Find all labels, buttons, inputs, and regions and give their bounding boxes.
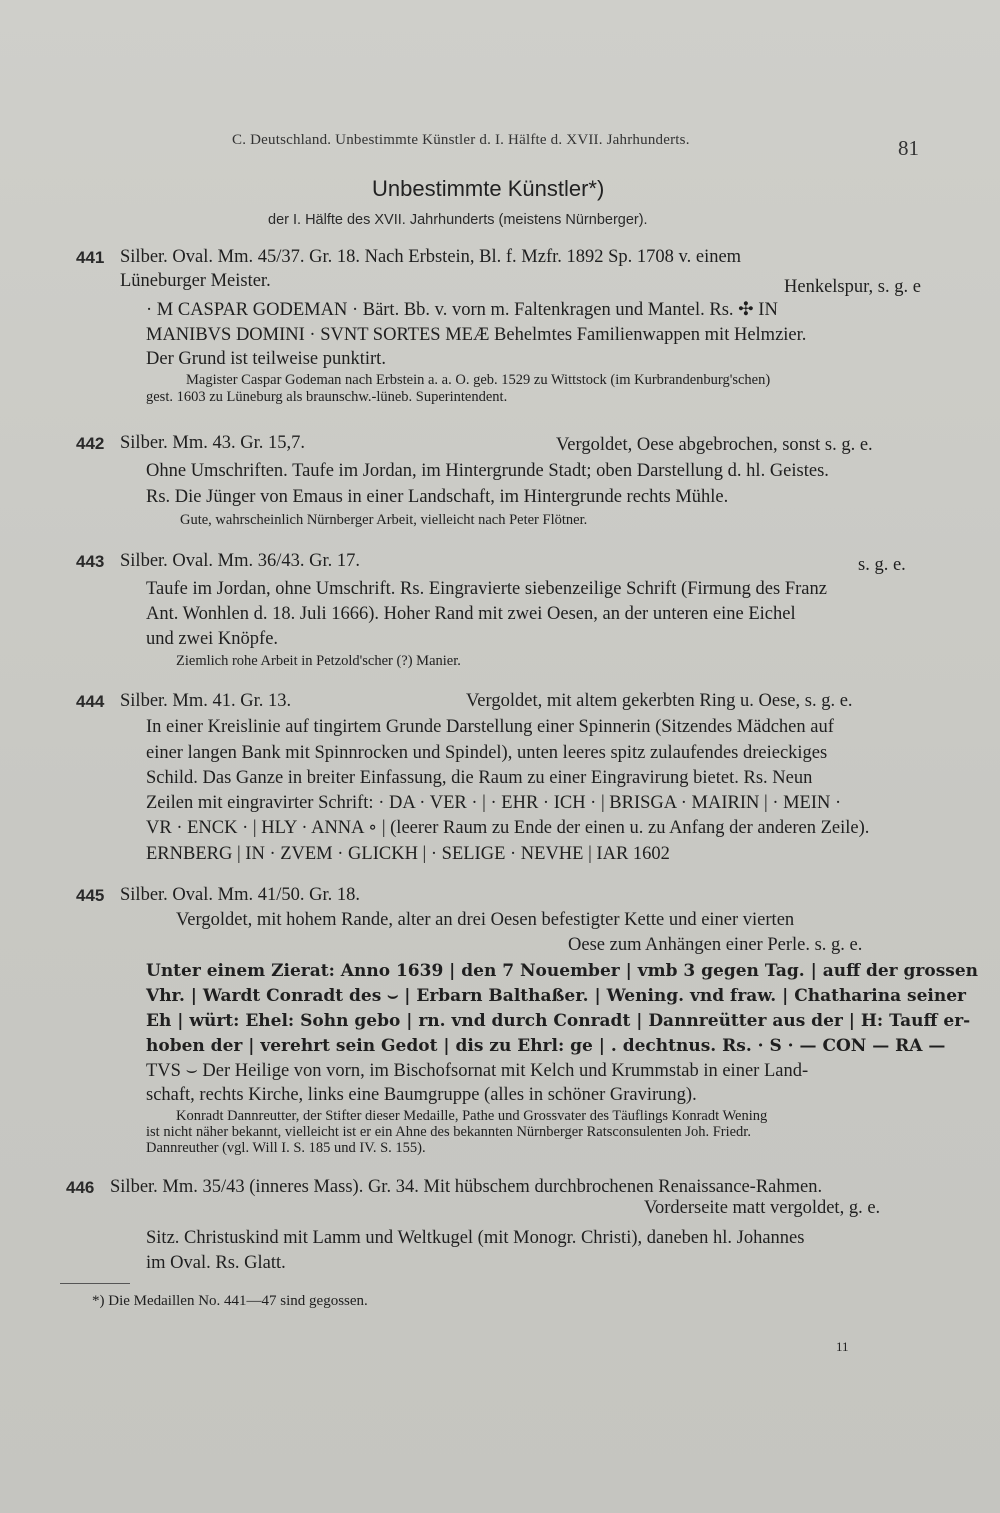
- entry-line: Silber. Oval. Mm. 36/43. Gr. 17.: [120, 551, 360, 571]
- entry-line: Vorderseite matt vergoldet, g. e.: [644, 1198, 881, 1218]
- entry-note: gest. 1603 zu Lüneburg als braunschw.-lüneb. Superintendent.: [146, 389, 508, 405]
- entry-number: 444: [76, 692, 105, 711]
- entry-line: Henkelspur, s. g. e: [784, 277, 921, 297]
- entry-line: Vergoldet, mit altem gekerbten Ring u. Oese, s. g. e.: [466, 691, 853, 711]
- entry-note: Konradt Dannreutter, der Stifter dieser Medaille, Pathe und Grossvater des Täuflings Konradt Wening: [176, 1108, 768, 1124]
- entry-line: im Oval. Rs. Glatt.: [146, 1253, 286, 1273]
- entry-line: Taufe im Jordan, ohne Umschrift. Rs. Eingravierte siebenzeilige Schrift (Firmung des Franz: [146, 579, 827, 599]
- running-head: C. Deutschland. Unbestimmte Künstler d. I. Hälfte d. XVII. Jahrhunderts.: [232, 132, 690, 148]
- entry-line: Silber. Mm. 41. Gr. 13.: [120, 691, 292, 711]
- entry-line: ERNBERG | IN · ZVEM · GLICKH | · SELIGE · NEVHE | IAR 1602: [146, 844, 670, 864]
- entry-note: Magister Caspar Godeman nach Erbstein a. a. O. geb. 1529 zu Wittstock (im Kurbrandenburg'schen): [186, 372, 771, 388]
- entry-line: Lüneburger Meister.: [120, 271, 271, 291]
- entry-line: Eh | würt: Ehel: Sohn gebo | rn. vnd durch Conradt | Dannreütter aus der | H: Tauff er-: [146, 1011, 971, 1031]
- section-title: Unbestimmte Künstler*): [372, 176, 605, 201]
- entry-note: Ziemlich rohe Arbeit in Petzold'scher (?) Manier.: [176, 653, 461, 669]
- entry-line: Silber. Oval. Mm. 45/37. Gr. 18. Nach Erbstein, Bl. f. Mzfr. 1892 Sp. 1708 v. einem: [120, 247, 742, 267]
- entry-line: s. g. e.: [858, 555, 906, 575]
- footnote-rule: [60, 1283, 130, 1284]
- entry-line: Ant. Wonhlen d. 18. Juli 1666). Hoher Rand mit zwei Oesen, an der unteren eine Eichel: [146, 604, 796, 624]
- section-subtitle: der I. Hälfte des XVII. Jahrhunderts (meistens Nürnberger).: [268, 212, 648, 228]
- entry-note: ist nicht näher bekannt, vielleicht ist er ein Ahne des bekannten Nürnberger Ratsconsulenten Joh. Friedr.: [146, 1124, 751, 1140]
- entry-line: Zeilen mit eingravirter Schrift: · DA · VER · | · EHR · ICH · | BRISGA · MAIRIN | · MEIN ·: [146, 793, 842, 813]
- entry-line: Schild. Das Ganze in breiter Einfassung, die Raum zu einer Eingravirung bietet. Rs. Neun: [146, 768, 813, 788]
- footnote: *) Die Medaillen No. 441—47 sind gegossen.: [92, 1293, 368, 1309]
- entry-line: MANIBVS DOMINI · SVNT SORTES MEÆ Behelmtes Familienwappen mit Helmzier.: [146, 325, 807, 345]
- entry-number: 442: [76, 434, 105, 453]
- entry-note: Gute, wahrscheinlich Nürnberger Arbeit, vielleicht nach Peter Flötner.: [180, 512, 588, 528]
- entry-number: 445: [76, 886, 105, 905]
- entry-line: Silber. Oval. Mm. 41/50. Gr. 18.: [120, 885, 360, 905]
- page-number: 81: [898, 136, 919, 160]
- signature-mark: 11: [836, 1339, 849, 1354]
- entry-line: hoben der | verehrt sein Gedot | dis zu Ehrl: ge | . dechtnus. Rs. · S · — CON — RA —: [146, 1036, 946, 1056]
- entry-line: · M CASPAR GODEMAN · Bärt. Bb. v. vorn m. Faltenkragen und Mantel. Rs. ✣ IN: [146, 300, 778, 320]
- entry-line: Rs. Die Jünger von Emaus in einer Landschaft, im Hintergrunde rechts Mühle.: [146, 487, 729, 507]
- entry-line: Der Grund ist teilweise punktirt.: [146, 349, 386, 369]
- entry-line: Sitz. Christuskind mit Lamm und Weltkugel (mit Monogr. Christi), daneben hl. Johannes: [146, 1228, 805, 1248]
- entry-line: Silber. Mm. 35/43 (inneres Mass). Gr. 34. Mit hübschem durchbrochenen Renaissance-Rahmen.: [110, 1177, 823, 1197]
- entry-line: Oese zum Anhängen einer Perle. s. g. e.: [568, 935, 863, 955]
- entry-line: Unter einem Zierat: Anno 1639 | den 7 Nouember | vmb 3 gegen Tag. | auff der grossen: [146, 961, 979, 981]
- entry-line: schaft, rechts Kirche, links eine Baumgruppe (alles in schöner Gravirung).: [146, 1085, 697, 1105]
- entry-line: Silber. Mm. 43. Gr. 15,7.: [120, 433, 306, 453]
- entry-number: 443: [76, 552, 105, 571]
- entry-line: Vergoldet, Oese abgebrochen, sonst s. g. e.: [556, 435, 873, 455]
- entry-number: 446: [66, 1178, 95, 1197]
- entry-line: VR · ENCK · | HLY · ANNA ∘ | (leerer Raum zu Ende der einen u. zu Anfang der anderen Zeile).: [146, 818, 870, 838]
- entry-note: Dannreuther (vgl. Will I. S. 185 und IV. S. 155).: [146, 1140, 426, 1156]
- entry-line: In einer Kreislinie auf tingirtem Grunde Darstellung einer Spinnerin (Sitzendes Mädchen auf: [146, 717, 834, 737]
- entry-line: Vhr. | Wardt Conradt des ⌣ | Erbarn Balthaßer. | Wening. vnd fraw. | Chatharina seiner: [146, 986, 967, 1006]
- entry-line: Vergoldet, mit hohem Rande, alter an drei Oesen befestigter Kette und einer vierten: [176, 910, 795, 930]
- entry-line: TVS ⌣ Der Heilige von vorn, im Bischofsornat mit Kelch und Krummstab in einer Land-: [146, 1061, 809, 1081]
- entry-line: und zwei Knöpfe.: [146, 629, 279, 649]
- entry-line: einer langen Bank mit Spinnrocken und Spindel), unten leeres spitz zulaufendes dreieckiges: [146, 743, 828, 763]
- entry-number: 441: [76, 248, 105, 267]
- entry-line: Ohne Umschriften. Taufe im Jordan, im Hintergrunde Stadt; oben Darstellung d. hl. Geistes.: [146, 461, 829, 481]
